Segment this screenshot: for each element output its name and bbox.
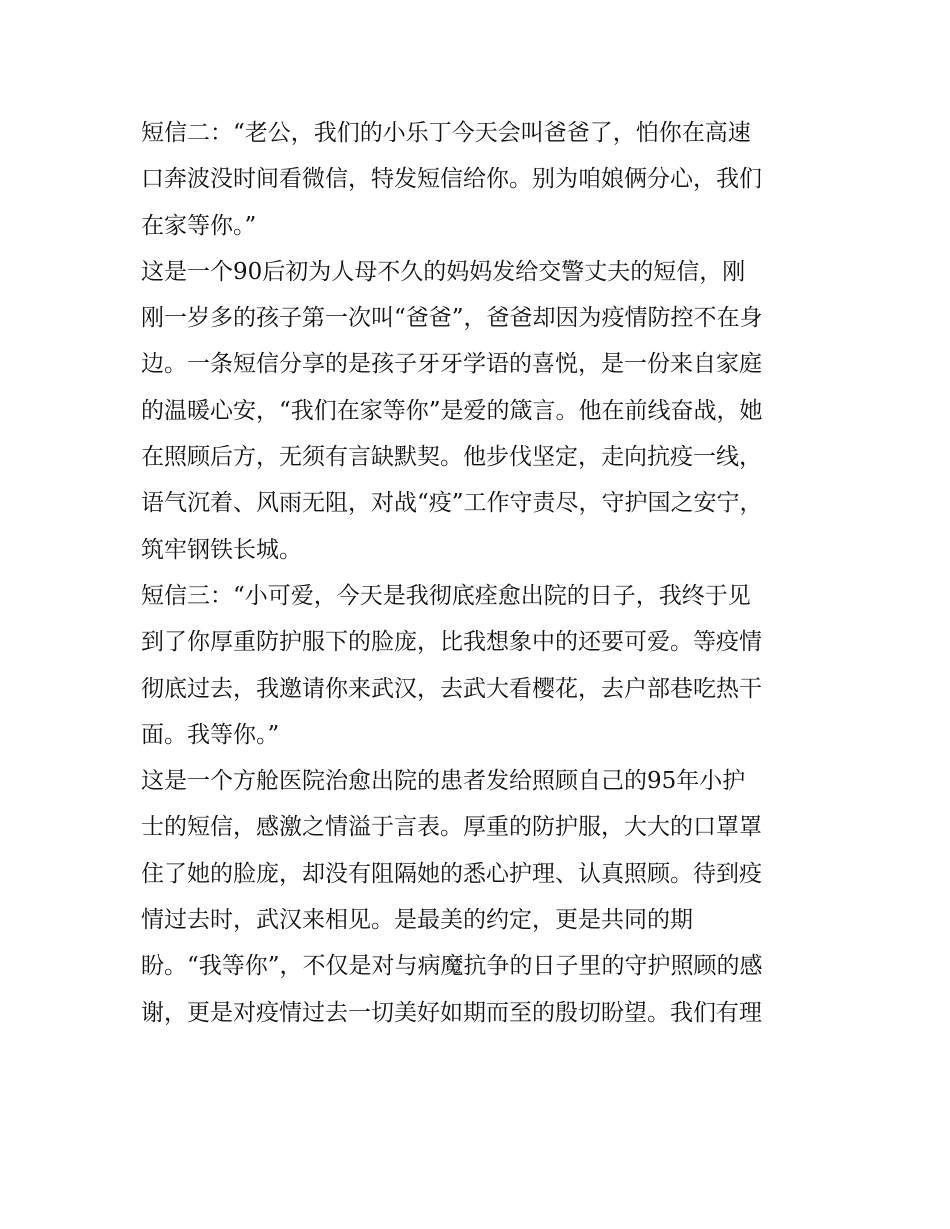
text-line: 在家等你。” xyxy=(141,212,257,239)
text-line: 刚一岁多的孩子第一次叫“爸爸”，爸爸却因为疫情防控不在身 xyxy=(141,305,763,332)
text-line: 谢，更是对疫情过去一切美好如期而至的殷切盼望。我们有理 xyxy=(141,999,762,1026)
text-line: 彻底过去，我邀请你来武汉，去武大看樱花，去户部巷吃热干 xyxy=(141,675,762,702)
text-line: 口奔波没时间看微信，特发短信给你。别为咱娘俩分心，我们 xyxy=(141,166,762,193)
text-line: 住了她的脸庞，却没有阻隔她的悉心护理、认真照顾。待到疫 xyxy=(141,860,762,887)
text-line: 这是一个90后初为人母不久的妈妈发给交警丈夫的短信，刚 xyxy=(141,258,746,285)
text-line: 这是一个方舱医院治愈出院的患者发给照顾自己的95年小护 xyxy=(141,768,746,795)
text-line: 面。我等你。” xyxy=(141,721,280,748)
text-line: 到了你厚重防护服下的脸庞，比我想象中的还要可爱。等疫情 xyxy=(141,629,762,656)
text-line: 短信三：“小可爱，今天是我彻底痊愈出院的日子，我终于见 xyxy=(141,582,751,609)
text-line: 情过去时，武汉来相见。是最美的约定，更是共同的期 xyxy=(141,907,693,934)
text-line: 语气沉着、风雨无阻，对战“疫”工作守责尽，守护国之安宁， xyxy=(141,490,763,517)
text-line: 筑牢钢铁长城。 xyxy=(141,536,302,563)
text-line: 边。一条短信分享的是孩子牙牙学语的喜悦，是一份来自家庭 xyxy=(141,351,762,378)
text-line: 的温暖心安，“我们在家等你”是爱的箴言。他在前线奋战，她 xyxy=(141,397,763,424)
text-line: 在照顾后方，无须有言缺默契。他步伐坚定，走向抗疫一线， xyxy=(141,444,762,471)
text-line: 士的短信，感激之情溢于言表。厚重的防护服，大大的口罩罩 xyxy=(141,814,762,841)
body-text xyxy=(141,110,813,1036)
text-line: 盼。“我等你”，不仅是对与病魔抗争的日子里的守护照顾的感 xyxy=(141,953,763,980)
text-line: 短信二：“老公，我们的小乐丁今天会叫爸爸了，怕你在高速 xyxy=(141,120,751,146)
